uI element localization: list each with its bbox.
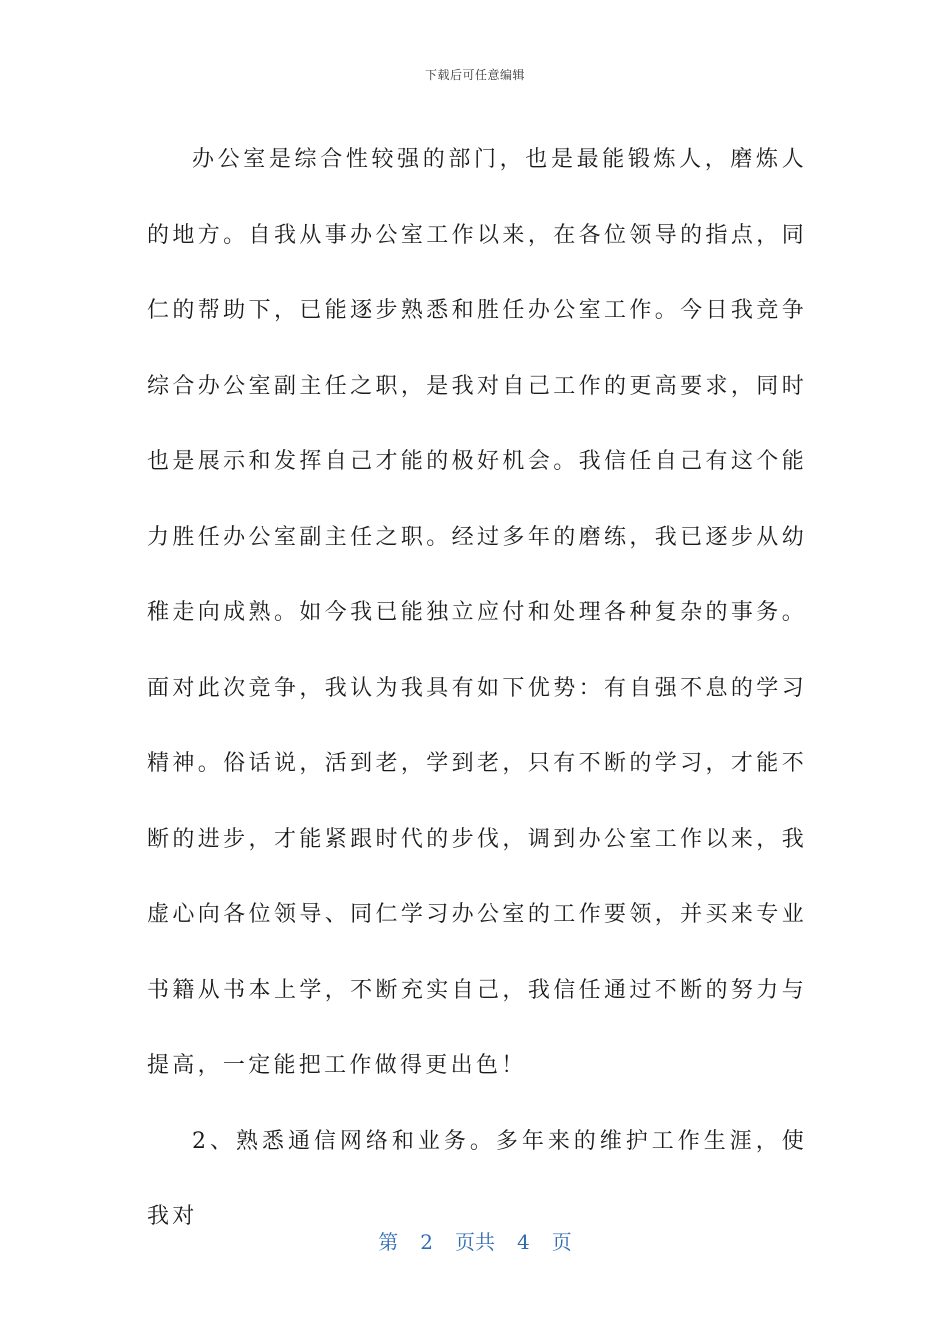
footer-current-page: 2 (420, 1230, 433, 1254)
body-paragraph-2: 2、熟悉通信网络和业务。多年来的维护工作生涯，使我对 (147, 1128, 807, 1229)
document-body (147, 122, 807, 1255)
page-footer (0, 1226, 950, 1255)
page-header: 下载后可任意编辑 (424, 68, 525, 82)
footer-middle: 页共 (455, 1230, 495, 1254)
body-paragraph-1: 办公室是综合性较强的部门，也是最能锻炼人，磨炼人的地方。自我从事办公室工作以来，在各位领导的指点，同仁的帮助下，已能逐步熟悉和胜任办公室工作。今日我竞争综合办公室副主任之职，是我对自己工作的更高要求，同时也是展示和发挥自己才能的极好机会。我信任自己有这个能力胜任办公室副主任之职。经过多年的磨练，我已逐步从幼稚走向成熟。如今我已能独立应付和处理各种复杂的事务。面对此次竞争，我认为我具有如下优势：有自强不息的学习精神。俗话说，活到老，学到老，只有不断的学习，才能不断的进步，才能紧跟时代的步伐，调到办公室工作以来，我虚心向各位领导、同仁学习办公室的工作要领，并买来专业书籍从书本上学，不断充实自己，我信任通过不断的努力与提高，一定能把工作做得更出色！ (147, 147, 807, 1078)
footer-suffix: 页 (551, 1230, 572, 1254)
footer-prefix: 第 (378, 1230, 399, 1254)
footer-total-pages: 4 (517, 1230, 530, 1254)
